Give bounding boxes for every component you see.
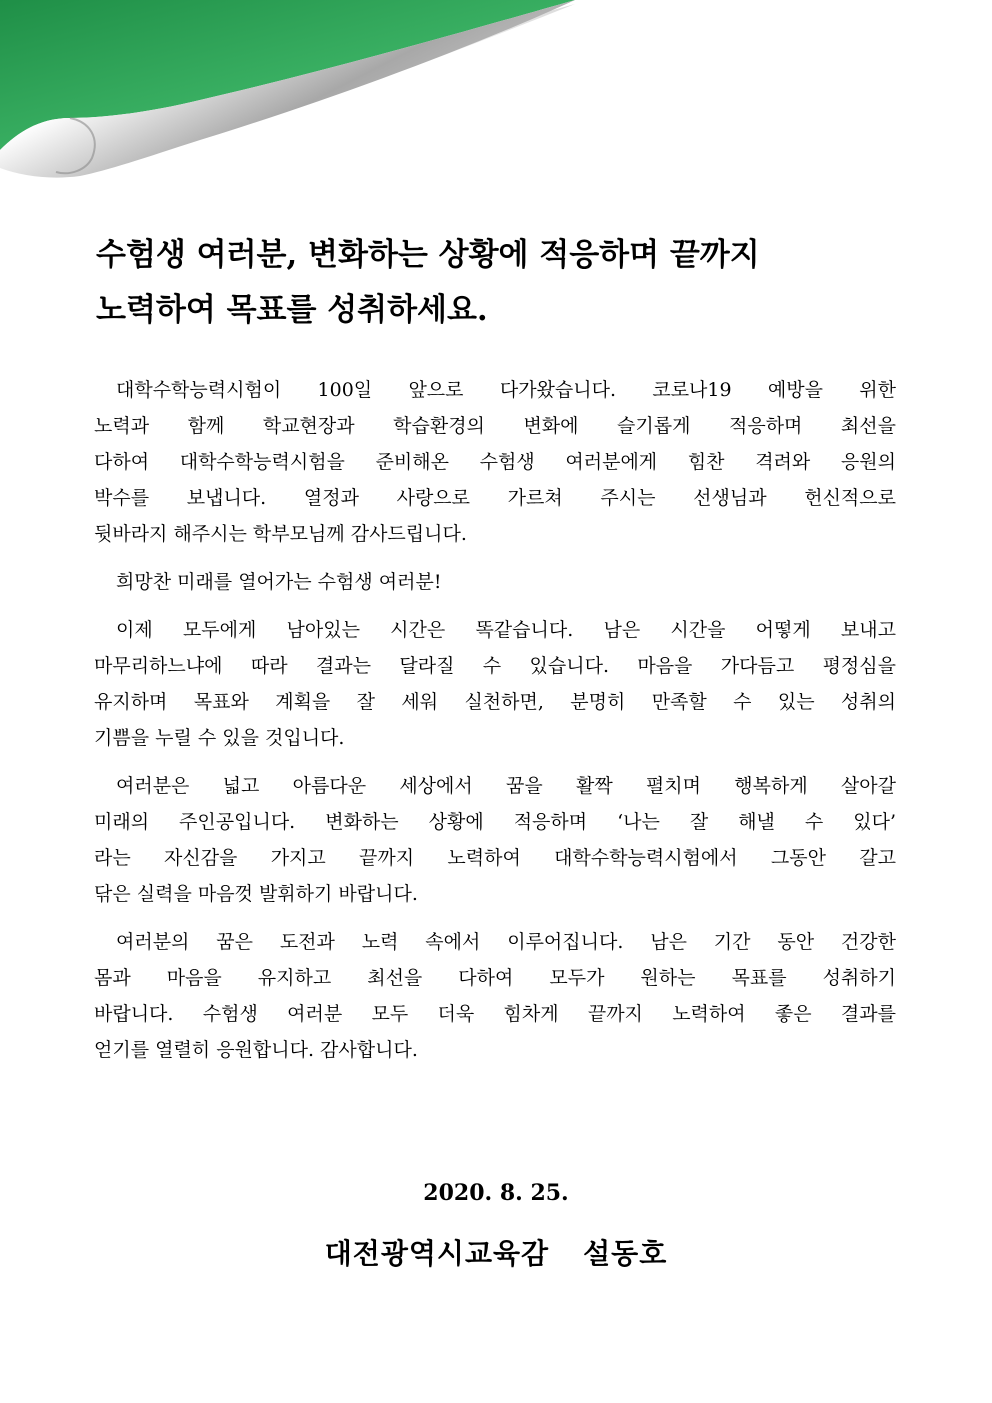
paragraph-3 (94, 612, 896, 756)
paragraph-1 (94, 372, 896, 552)
paragraph-line: 대학수학능력시험이 100일 앞으로 다가왔습니다. 코로나19 예방을 위한 (116, 379, 896, 401)
paragraph-line: 여러분의 꿈은 도전과 노력 속에서 이루어집니다. 남은 기간 동안 건강한 (116, 931, 896, 953)
paragraph-line: 마무리하느냐에 따라 결과는 달라질 수 있습니다. 마음을 가다듬고 평정심을 (94, 655, 896, 677)
paragraph-line: 라는 자신감을 가지고 끝까지 노력하여 대학수학능력시험에서 그동안 갈고 (94, 847, 896, 869)
paragraph-line: 기쁨을 누릴 수 있을 것입니다. (94, 727, 345, 749)
paragraph-line: 여러분은 넓고 아름다운 세상에서 꿈을 활짝 펼치며 행복하게 살아갈 (116, 775, 896, 797)
paragraph-line: 유지하며 목표와 계획을 잘 세워 실천하면, 분명히 만족할 수 있는 성취의 (94, 691, 896, 713)
page-curl-decoration (0, 0, 600, 200)
paragraph-line: 몸과 마음을 유지하고 최선을 다하여 모두가 원하는 목표를 성취하기 (94, 967, 896, 989)
paragraph-line: 뒷바라지 해주시는 학부모님께 감사드립니다. (94, 523, 467, 545)
paragraph-line: 희망찬 미래를 열어가는 수험생 여러분! (116, 571, 442, 593)
paragraph-line: 닦은 실력을 마음껏 발휘하기 바랍니다. (94, 883, 418, 905)
letter-body (94, 372, 896, 1080)
signature (0, 1232, 992, 1272)
signature-organization: 대전광역시교육감 (324, 1237, 550, 1270)
paragraph-5 (94, 924, 896, 1068)
paragraph-line: 바랍니다. 수험생 여러분 모두 더욱 힘차게 끝까지 노력하여 좋은 결과를 (94, 1003, 896, 1025)
title-line-2: 노력하여 목표를 성취하세요. (96, 292, 488, 328)
paragraph-4 (94, 768, 896, 912)
letter-date: 2020. 8. 25. (423, 1180, 569, 1206)
paragraph-line: 이제 모두에게 남아있는 시간은 똑같습니다. 남은 시간을 어떻게 보내고 (116, 619, 896, 641)
paragraph-line: 얻기를 열렬히 응원합니다. 감사합니다. (94, 1039, 418, 1061)
paragraph-line: 노력과 함께 학교현장과 학습환경의 변화에 슬기롭게 적응하며 최선을 (94, 415, 896, 437)
paragraph-line: 박수를 보냅니다. 열정과 사랑으로 가르쳐 주시는 선생님과 헌신적으로 (94, 487, 896, 509)
paragraph-line: 미래의 주인공입니다. 변화하는 상황에 적응하며 ‘나는 잘 해낼 수 있다’ (94, 811, 896, 833)
document-title (96, 228, 916, 338)
signature-name: 설동호 (583, 1237, 668, 1270)
title-line-1: 수험생 여러분, 변화하는 상황에 적응하며 끝까지 (96, 237, 760, 273)
paragraph-line: 다하여 대학수학능력시험을 준비해온 수험생 여러분에게 힘찬 격려와 응원의 (94, 451, 896, 473)
paragraph-2 (94, 564, 896, 600)
